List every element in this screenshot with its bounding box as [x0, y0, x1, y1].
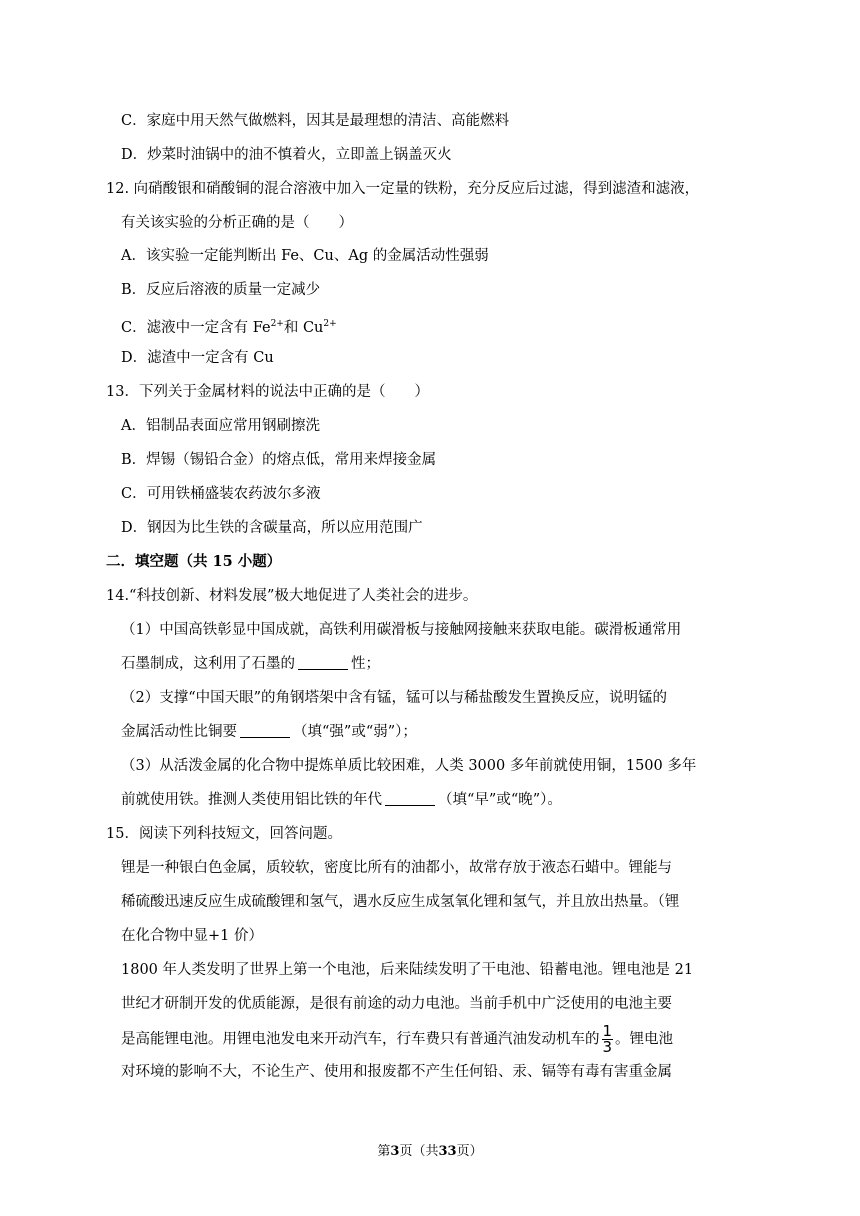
- q12-option-c-text1: C．滤液中一定含有 Fe: [121, 320, 271, 336]
- cu-charge: 2+: [323, 319, 337, 329]
- q13-option-c: C．可用铁桶盛装农药波尔多液: [121, 486, 321, 502]
- passage-text: 是高能锂电池。用锂电池发电来开动汽车，行车费只有普通汽油发动机车的: [121, 1031, 600, 1048]
- q11-option-d: D．炒菜时油锅中的油不慎着火，立即盖上锅盖灭火: [121, 147, 452, 163]
- q14-part2-line1: （2）支撑“中国天眼”的角钢塔架中含有锰，锰可以与稀盐酸发生置换反应，说明锰的: [121, 690, 668, 706]
- answer-blank: [385, 791, 435, 806]
- passage-line-with-fraction: [121, 1024, 673, 1055]
- q14-stem: 14.“科技创新、材料发展”极大地促进了人类社会的进步。: [106, 588, 478, 604]
- q12-stem-line2: 有关该实验的分析正确的是（ ）: [121, 215, 353, 231]
- page-number: 3: [390, 1144, 400, 1159]
- q13-option-b: B．焊锡（锡铅合金）的熔点低，常用来焊接金属: [121, 452, 437, 468]
- footer-text: 第: [377, 1144, 391, 1159]
- q14-part1-text: 石墨制成，这利用了石墨的: [121, 656, 295, 672]
- passage-text: 。锂电池: [615, 1031, 674, 1048]
- q14-part1-line2: [121, 654, 380, 674]
- q14-part1-suffix: 性；: [351, 656, 380, 672]
- q13-option-a: A．铝制品表面应常用钢刷擦洗: [121, 418, 320, 434]
- q15-stem: 15．阅读下列科技短文，回答问题。: [106, 826, 342, 842]
- fraction-one-third: [602, 1024, 614, 1055]
- q14-part3-suffix: （填“早”或“晚”）。: [438, 792, 562, 808]
- q14-part3-line1: （3）从活泼金属的化合物中提炼单质比较困难，人类 3000 多年前就使用铜，1500 多年: [121, 758, 697, 774]
- q12-stem-line1: 12. 向硝酸银和硝酸铜的混合溶液中加入一定量的铁粉，充分反应后过滤，得到滤渣和滤液，: [106, 181, 700, 197]
- q12-option-a: A．该实验一定能判断出 Fe、Cu、Ag 的金属活动性强弱: [121, 248, 489, 264]
- footer-text: 页）: [456, 1144, 483, 1159]
- q14-part2-suffix: （填“强”或“弱”）；: [293, 724, 417, 740]
- q12-option-c: [121, 314, 337, 338]
- passage-line: 稀硫酸迅速反应生成硫酸锂和氢气，遇水反应生成氢氧化锂和氢气，并且放出热量。（锂: [121, 894, 680, 910]
- passage-line: 对环境的影响不大，不论生产、使用和报废都不产生任何铅、汞、镉等有毒有害重金属: [121, 1064, 672, 1080]
- answer-blank: [298, 655, 348, 670]
- page-footer: [0, 1140, 860, 1159]
- fe-charge: 2+: [270, 319, 284, 329]
- q12-option-b: B．反应后溶液的质量一定减少: [121, 282, 321, 298]
- passage-line: 在化合物中显+1 价）: [121, 928, 263, 944]
- q14-part1-line1: （1）中国高铁彰显中国成就，高铁利用碳滑板与接触网接触来获取电能。碳滑板通常用: [121, 622, 682, 638]
- q13-stem: 13．下列关于金属材料的说法中正确的是（ ）: [106, 384, 429, 400]
- q14-part3-text: 前就使用铁。推测人类使用铝比铁的年代: [121, 792, 382, 808]
- answer-blank: [240, 723, 290, 738]
- passage-line: 1800 年人类发明了世界上第一个电池，后来陆续发明了干电池、铅蓄电池。锂电池是 21: [121, 962, 694, 978]
- fraction-numerator: 1: [602, 1022, 613, 1040]
- q13-option-d: D．钢因为比生铁的含碳量高，所以应用范围广: [121, 520, 423, 536]
- passage-line: 锂是一种银白色金属，质较软，密度比所有的油都小，故常存放于液态石蜡中。锂能与: [121, 860, 672, 876]
- fraction-denominator: 3: [602, 1038, 613, 1056]
- q14-part2-line2: [121, 722, 417, 742]
- q12-option-d: D．滤渣中一定含有 Cu: [121, 350, 274, 366]
- footer-text: 页（共: [399, 1144, 439, 1159]
- q12-option-c-text2: 和 Cu: [283, 320, 324, 336]
- passage-line: 世纪才研制开发的优质能源，是很有前途的动力电池。当前手机中广泛使用的电池主要: [121, 996, 672, 1012]
- q14-part2-text: 金属活动性比铜要: [121, 724, 237, 740]
- q14-part3-line2: [121, 790, 562, 810]
- q11-option-c: C．家庭中用天然气做燃料，因其是最理想的清洁、高能燃料: [121, 113, 510, 129]
- total-pages: 33: [438, 1144, 457, 1159]
- section-heading: 二．填空题（共 15 小题）: [106, 553, 282, 570]
